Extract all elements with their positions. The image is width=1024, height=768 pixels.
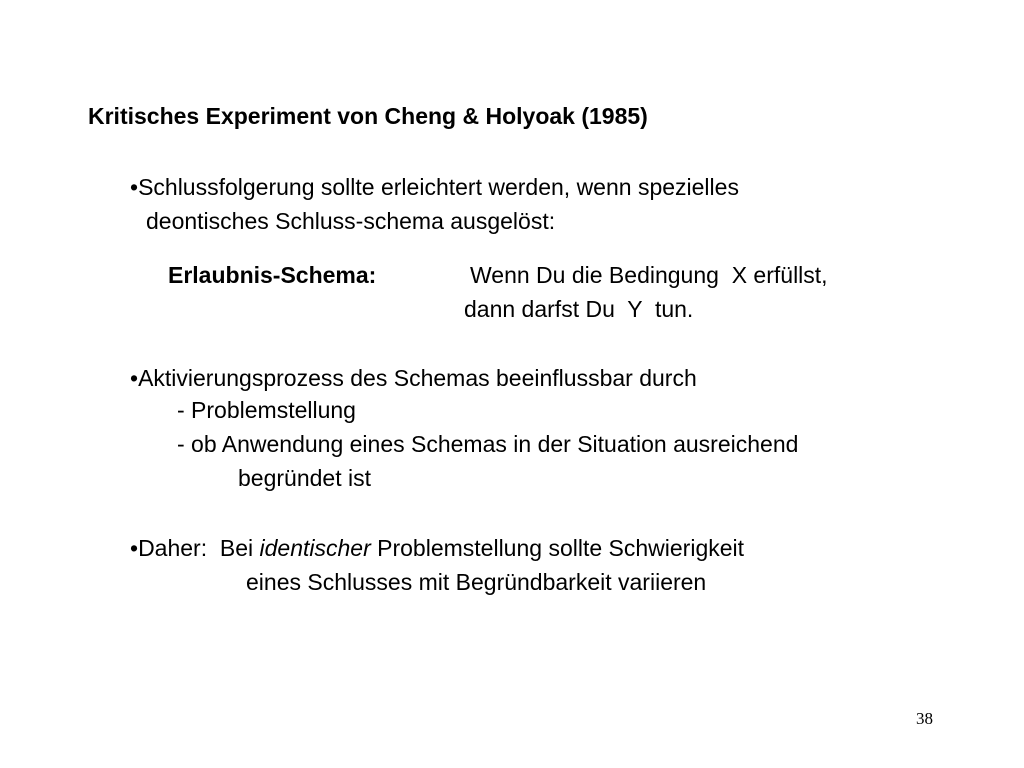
schema-line-2: dann darfst Du Y tun. bbox=[464, 296, 694, 322]
bullet-3-suffix: Problemstellung sollte Schwierigkeit bbox=[370, 535, 745, 561]
bullet-icon: • bbox=[130, 365, 139, 391]
bullet-item-1 bbox=[130, 176, 739, 199]
bullet-1-line-2: deontisches Schluss-schema ausgelöst: bbox=[146, 208, 556, 234]
bullet-2-sub-item-2-continuation: begründet ist bbox=[238, 465, 371, 491]
schema-line-1: Wenn Du die Bedingung X erfüllst, bbox=[470, 262, 828, 288]
bullet-item-2 bbox=[130, 367, 697, 390]
bullet-2-sub-item-2: - ob Anwendung eines Schemas in der Situation ausreichend bbox=[177, 431, 799, 457]
slide-title: Kritisches Experiment von Cheng & Holyoak (1985) bbox=[88, 103, 648, 129]
bullet-2-sub-item-1: - Problemstellung bbox=[177, 397, 356, 423]
bullet-icon: • bbox=[130, 535, 139, 561]
bullet-3-line-2: eines Schlusses mit Begründbarkeit variieren bbox=[246, 569, 707, 595]
schema-label: Erlaubnis-Schema: bbox=[168, 262, 377, 288]
bullet-icon: • bbox=[130, 174, 139, 200]
bullet-1-line-1: Schlussfolgerung sollte erleichtert werden, wenn spezielles bbox=[138, 174, 739, 200]
bullet-3-prefix: Daher: Bei bbox=[138, 535, 260, 561]
bullet-3-emphasis: identischer bbox=[259, 535, 371, 561]
page-number: 38 bbox=[916, 709, 933, 728]
bullet-item-3 bbox=[130, 537, 744, 560]
bullet-2-line-1: Aktivierungsprozess des Schemas beeinflussbar durch bbox=[138, 365, 697, 391]
